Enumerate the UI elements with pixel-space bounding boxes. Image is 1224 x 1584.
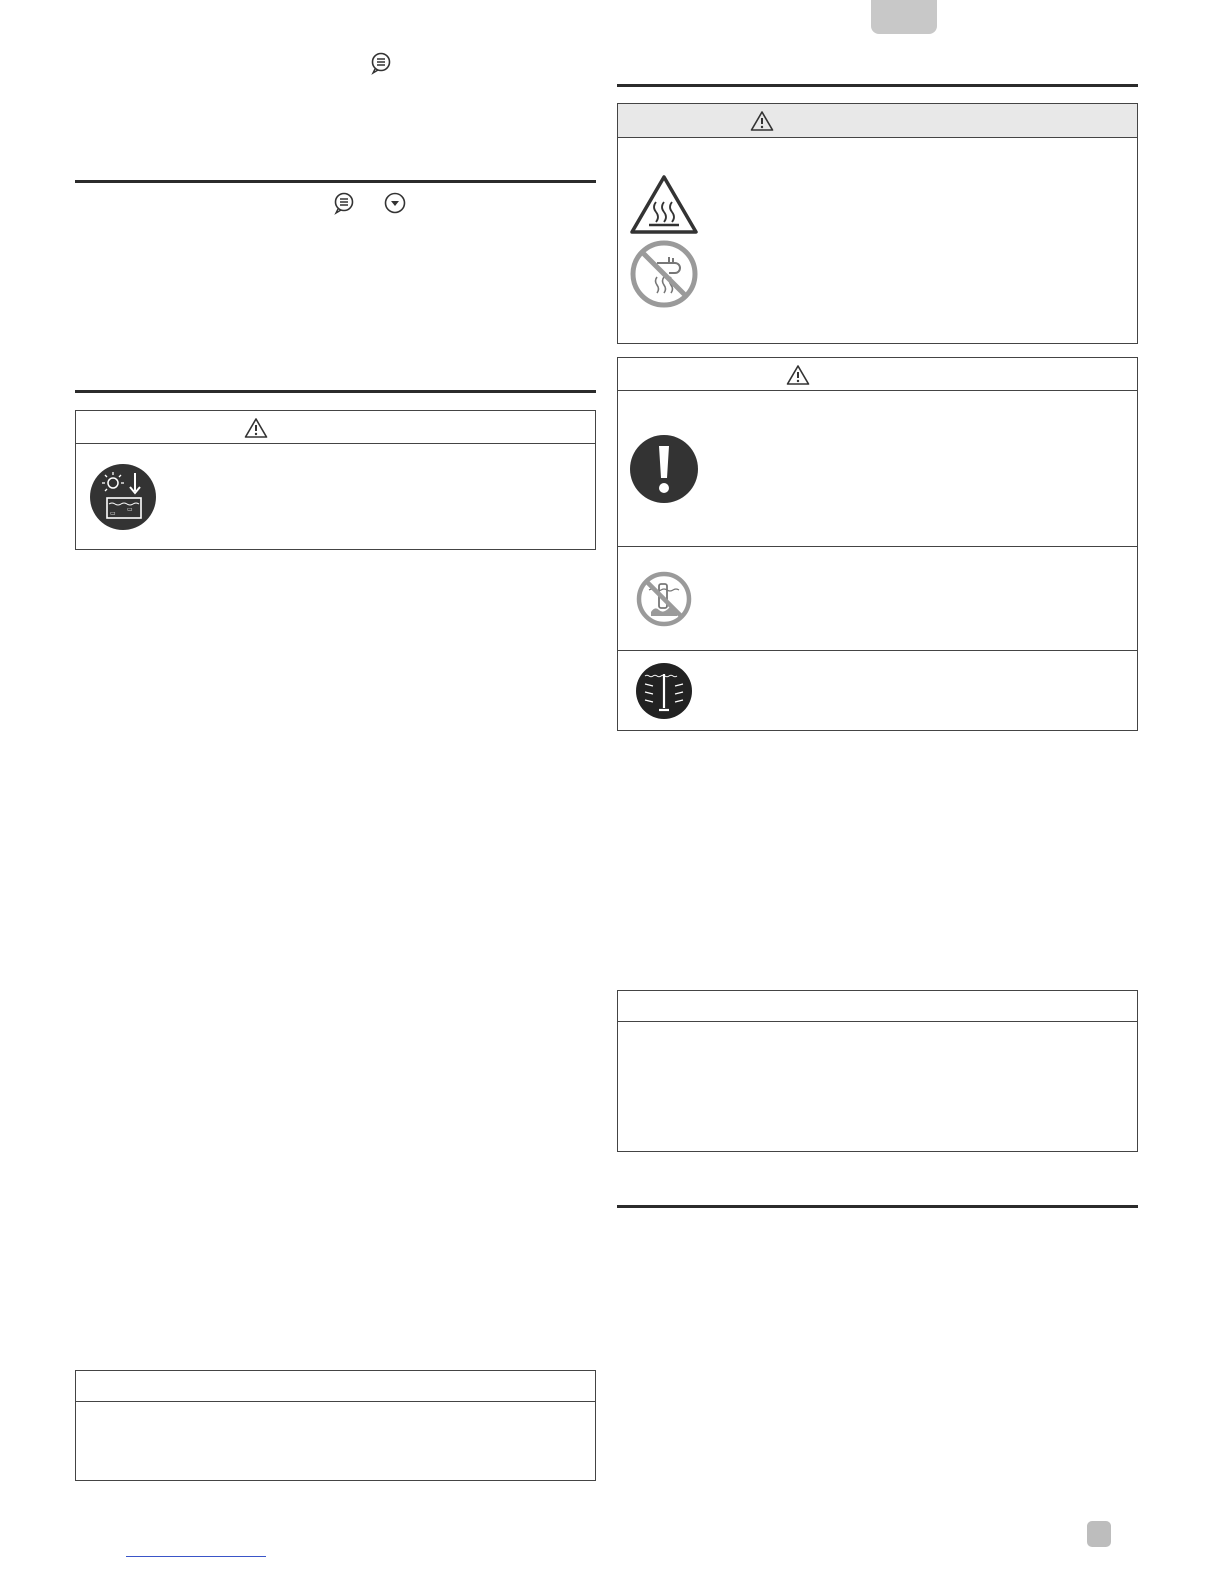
caution-box [75, 410, 596, 550]
chevron-down-circle-icon [383, 191, 407, 215]
section-divider [618, 650, 1137, 651]
hot-surface-icon [629, 174, 699, 236]
section-tab [871, 0, 937, 34]
speech-bubble-menu-icon [369, 51, 393, 75]
caution-box-header [618, 104, 1137, 138]
section-rule [75, 180, 596, 183]
speech-bubble-menu-icon [332, 191, 356, 215]
footer-link[interactable] [126, 1556, 266, 1557]
warning-triangle-icon [786, 364, 810, 386]
svg-text:▭: ▭ [110, 510, 116, 517]
caution-box-header [618, 358, 1137, 391]
note-box-header [76, 1371, 595, 1402]
page-number-tab [1087, 1521, 1111, 1547]
warning-triangle-icon [750, 110, 774, 132]
caution-box-battery [617, 357, 1138, 731]
waterproof-icon [635, 662, 693, 720]
section-rule [617, 84, 1138, 87]
no-touch-hot-icon [629, 239, 699, 309]
note-box-header [618, 991, 1137, 1022]
sunlight-battery-icon [89, 463, 157, 531]
section-rule [617, 1205, 1138, 1208]
warning-triangle-icon [244, 417, 268, 439]
note-box [75, 1370, 596, 1481]
caution-box-header [76, 411, 595, 444]
svg-text:▭: ▭ [127, 506, 133, 513]
mandatory-action-icon [629, 434, 699, 504]
section-divider [618, 546, 1137, 547]
no-submerge-icon [635, 570, 693, 628]
note-box [617, 990, 1138, 1152]
caution-box-hot [617, 103, 1138, 344]
section-rule [75, 390, 596, 393]
